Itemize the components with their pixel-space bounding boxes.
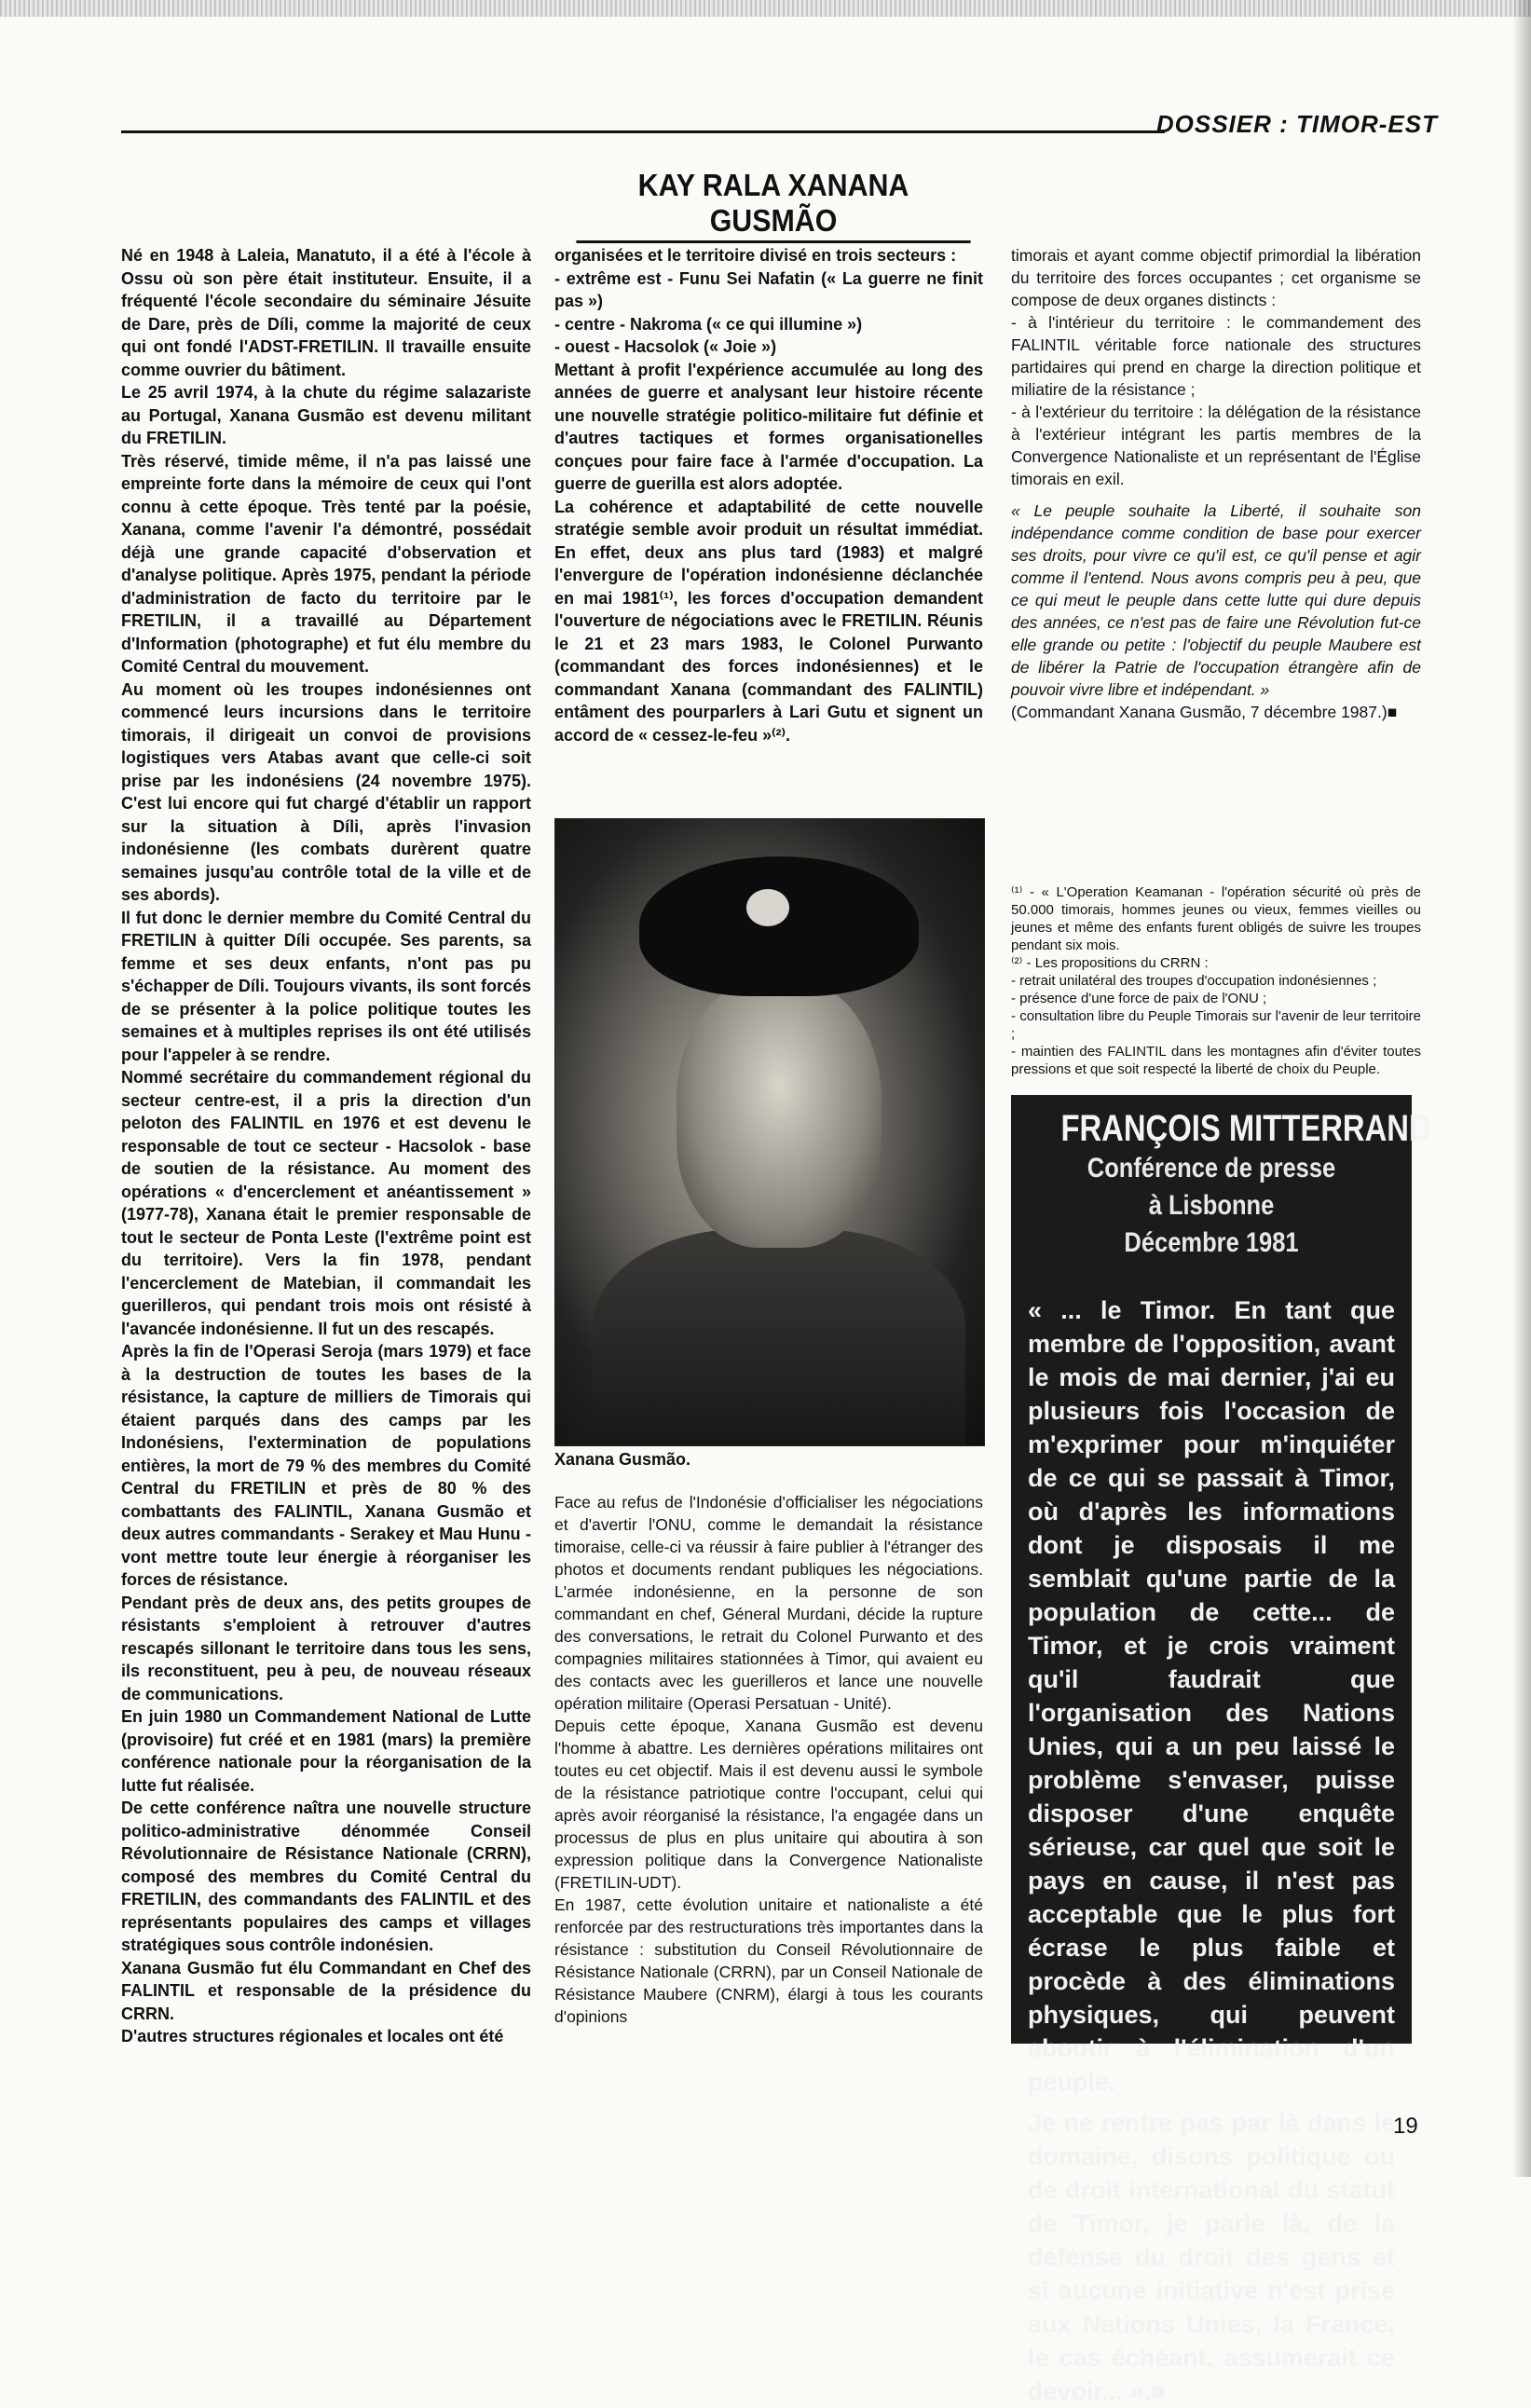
paragraph: Très réservé, timide même, il n'a pas laissé une empreinte forte dans la mémoire de ceux qui l'ont connu à cette époque. Très tenté par la poésie, Xanana, comme l'avenir l'a démontré, possédait déjà une grande capacité d'observation et d'analyse politique. Après 1975, pendant la période d'administration de facto du territoire par le FRETILIN, il a travaillé au Département d'Information (photographe) et fut élu membre du Comité Central du mouvement.: [121, 451, 531, 676]
quote-text: « Le peuple souhaite la Liberté, il souhaite son indépendance comme condition de base pour exercer ses droits, pour vivre ce qu'il est, ce qu'il pense et agir comme il l'entend. Nous avons compris peu à peu, que ce qui meut le peuple dans cette lutte qui dure depuis des années, ce n'est pas de faire une Révolution fut-ce elle grande ou petite : l'objectif du peuple Maubere est de libérer la Patrie de l'occupation étrangère afin de pouvoir vivre libre et indépendant. »: [1011, 501, 1421, 699]
footnotes: [1011, 883, 1421, 1078]
pull-quote: [1011, 499, 1421, 723]
section-tag: DOSSIER : TIMOR-EST: [1155, 110, 1438, 138]
photo-caption: Xanana Gusmão.: [554, 1450, 691, 1469]
box-subtitle-line: Conférence de presse: [1087, 1153, 1336, 1183]
photo-beret: [639, 856, 919, 996]
paragraph: timorais et ayant comme objectif primordial la libération du territoire des forces occupantes ; cet organisme se compose de deux organes distincts :: [1011, 246, 1421, 309]
paragraph: organisées et le territoire divisé en trois secteurs :: [554, 246, 957, 265]
box-title: FRANÇOIS MITTERRAND: [1060, 1108, 1431, 1149]
footnote: - consultation libre du Peuple Timorais sur l'avenir de leur territoire ;: [1011, 1008, 1421, 1042]
list-item: - ouest - Hacsolok (« Joie »): [554, 337, 777, 356]
paragraph: La cohérence et adaptabilité de cette nouvelle stratégie semble avoir produit un résultat immédiat. En effet, deux ans plus tard (1983) et malgré l'envergure de l'opération indonésienne déclanchée en mai 1981⁽¹⁾, les forces d'occupation demandent l'ouverture de négociations avec le FRETILIN. Réunis le 21 et 23 mars 1983, le Colonel Purwanto (commandant des forces indonésiennes) et le commandant Xanana (commandant des FALINTIL) entâment des pourparlers à Lari Gutu et signent un accord de « cessez-le-feu »⁽²⁾.: [554, 497, 983, 745]
footnote: - maintien des FALINTIL dans les montagnes afin d'éviter toutes pressions et que soit respecté la liberté de choix du Peuple.: [1011, 1044, 1421, 1077]
photo-face: [677, 978, 882, 1248]
paragraph: Pendant près de deux ans, des petits groupes de résistants s'emploient à retrouver d'autres rescapés sillonant le territoire dans tous les sens, ils reconstituent, peu à peu, de nouveau réseaux de communications.: [121, 1593, 531, 1703]
list-item: - extrême est - Funu Sei Nafatin (« La guerre ne finit pas »): [554, 268, 983, 310]
paragraph: En 1987, cette évolution unitaire et nationaliste a été renforcée par des restructurations très importantes dans la résistance : substitution du Conseil Révolutionnaire de Résistance Nationale (CRRN), par un Conseil Nationale de Résistance Maubere (CNRM), élargi à tous les courants d'opinions: [554, 1895, 983, 2026]
paragraph: D'autres structures régionales et locales ont été: [121, 2027, 504, 2045]
paragraph: Après la fin de l'Operasi Seroja (mars 1979) et face à la destruction de toutes les bases de la résistance, la capture de milliers de Timorais qui étaient parqués dans des camps par les Indonésiens, l'extermination de populations entières, la mort de 79 % des membres du Comité Central du FRETILIN et près de 80 % des combattants des FALINTIL, Xanana Gusmão et deux autres commandants - Serakey et Mau Hunu - vont mettre toute leur énergie à réorganiser les forces de résistance.: [121, 1342, 531, 1589]
column-2-bottom: [554, 1491, 983, 2028]
box-quote: « ... le Timor. En tant que membre de l'opposition, avant le mois de mai dernier, j'ai eu plusieurs fois l'occasion de m'exprimer pour m'inquiéter de ce qui se passait à Timor, où d'après les informations dont je disposais il me semblait qu'une partie de la population de cette... de Timor, et je crois vraiment qu'il faudrait que l'organisation des Nations Unies, qui a un peu laissé le problème s'envaser, puisse disposer d'une enquête sérieuse, car quel que soit le pays en cause, il n'est pas acceptable que le plus fort écrase le plus faible et procède à des éliminations physiques, qui peuvent aboutir à l'élimination d'un peuple.: [1028, 1296, 1395, 2096]
paragraph: Nommé secrétaire du commandement régional du secteur centre-est, il a pris la direction d'un peloton des FALINTIL en 1976 et est devenu le responsable de tout ce secteur - Hacsolok - base de soutien de la résistance. Au moment des opérations « d'encerclement et anéantissement » (1977-78), Xanana était le premier responsable de tout le secteur de Ponta Leste (l'extrême point est du territoire). Vers la fin 1978, pendant l'encerclement de Matebian, il commandait les guerilleros, qui pendant trois mois ont résisté à l'avancée indonésienne. Il fut un des rescapés.: [121, 1068, 531, 1338]
list-item: - à l'extérieur du territoire : la délégation de la résistance à l'extérieur intégrant les partis membres de la Convergence Nationaliste et un représentant de l'Église timorais en exil.: [1011, 403, 1421, 488]
paragraph: Au moment où les troupes indonésiennes ont commencé leurs incursions dans le territoire timorais, il dirigeait un convoi de provisions logistiques vers Atabas avant que celle-ci soit prise par les indonésiens (24 novembre 1975). C'est lui encore qui fut chargé d'établir un rapport sur la situation à Díli, après l'invasion indonésienne (les combats durèrent quatre semaines jusqu'au contrôle total de la ville et de ses abords).: [121, 679, 531, 904]
paragraph: Il fut donc le dernier membre du Comité Central du FRETILIN à quitter Díli occupée. Ses parents, sa femme et ses deux enfants, n'ont pas pu s'échapper de Díli. Toujours vivants, ils sont forcés de se présenter à la police politique toutes les semaines et à multiples reprises ils ont été utilisés pour l'appeler à se rendre.: [121, 908, 531, 1064]
paragraph: De cette conférence naîtra une nouvelle structure politico-administrative dénommée Conseil Révolutionnaire de Résistance Nationale (CRRN), composé des membres du Comité Central du FRETILIN, des commandants des FALINTIL et des représentants populaires des camps et villages stratégiques sous contrôle indonésien.: [121, 1799, 531, 1954]
column-1: [121, 244, 531, 2048]
header-rule: [121, 130, 1165, 133]
mitterrand-box: [1011, 1095, 1431, 2405]
article-title: KAY RALA XANANA GUSMÃO: [576, 168, 970, 243]
footnote: - retrait unilatéral des troupes d'occupation indonésiennes ;: [1011, 973, 1377, 989]
box-subtitle-line: Décembre 1981: [1124, 1227, 1299, 1258]
photo-shirt: [593, 1229, 965, 1446]
quote-attribution: (Commandant Xanana Gusmão, 7 décembre 1987.)■: [1011, 703, 1398, 721]
box-quote: Je ne rentre pas par là dans le domaine, disons politique ou de droit international du statut de Timor, je parle là, de la défense du droit des gens et si aucune initiative n'est prise aux Nations Unies, la France, le cas échéant, assumerait ce devoir... ».■: [1028, 2109, 1395, 2405]
paragraph: En juin 1980 un Commandement National de Lutte (provisoire) fut créé et en 1981 (mars) la première conférence nationale pour la réorganisation de la lutte fut réalisée.: [121, 1707, 531, 1795]
box-subtitle-line: à Lisbonne: [1148, 1190, 1275, 1221]
paragraph: Depuis cette époque, Xanana Gusmão est devenu l'homme à abattre. Les dernières opérations militaires ont toutes eu cet objectif. Mais il est devenu aussi le symbole de la résistance patriotique contre l'occupant, celui qui après avoir réorganisé la résistance, l'a engagée dans un processus de plus en plus unitaire qui aboutira à son expression politique dans la Convergence Nationaliste (FRETILIN-UDT).: [554, 1717, 983, 1892]
paragraph: Le 25 avril 1974, à la chute du régime salazariste au Portugal, Xanana Gusmão est devenu militant du FRETILIN.: [121, 383, 531, 447]
beret-badge: [746, 889, 789, 926]
paragraph: Mettant à profit l'expérience accumulée au long des années de guerre et analysant leur histoire récente une nouvelle stratégie politico-militaire fut définie et d'autres tactiques et formes organisationelles conçues pour faire face à l'armée d'occupation. La guerre de guerilla est alors adoptée.: [554, 360, 983, 493]
paragraph: Xanana Gusmão fut élu Commandant en Chef des FALINTIL et responsable de la présidence du CRRN.: [121, 1958, 531, 2023]
paragraph: Face au refus de l'Indonésie d'officialiser les négociations et d'avertir l'ONU, comme le demandait la résistance timoraise, celle-ci va réussir à faire publier à l'étranger des photos et documents rendant publiques les négociations. L'armée indonésienne, en la personne de son commandant en chef, Géneral Murdani, décide la rupture des conversations, le retrait du Colonel Purwanto et des compagnies militaires stationnées à Timor, qui avaient eu des contacts avec les guerilleros et lance une nouvelle opération militaire (Operasi Persatuan - Unité).: [554, 1493, 983, 1713]
list-item: - centre - Nakroma (« ce qui illumine »): [554, 314, 863, 334]
list-item: - à l'intérieur du territoire : le commandement des FALINTIL véritable force nationale des structures partidaires qui prend en charge la direction politique et miliatire de la résistance ;: [1011, 313, 1421, 399]
paragraph: Né en 1948 à Laleia, Manatuto, il a été à l'école à Ossu où son père était instituteur. Ensuite, il a fréquenté l'école secondaire du séminaire Jésuite de Dare, près de Díli, comme la majorité de ceux qui ont fondé l'ADST-FRETILIN. Il travaille ensuite comme ouvrier du bâtiment.: [121, 246, 531, 379]
page-edge-shadow: [1512, 0, 1531, 2177]
page-number: 19: [1393, 2114, 1418, 2139]
footnote: - présence d'une force de paix de l'ONU ;: [1011, 991, 1267, 1006]
scan-edge: [0, 0, 1531, 17]
portrait-photo: [554, 818, 985, 1446]
column-2-top: [554, 244, 983, 746]
footnote: ⁽¹⁾ - « L'Operation Keamanan - l'opération sécurité où près de 50.000 timorais, hommes jeunes ou vieux, femmes vieilles ou jeunes et même des enfants furent obligés de suivre les troupes pendant six mois.: [1011, 884, 1421, 953]
footnote: ⁽²⁾ - Les propositions du CRRN :: [1011, 955, 1209, 971]
column-3: [1011, 244, 1421, 723]
